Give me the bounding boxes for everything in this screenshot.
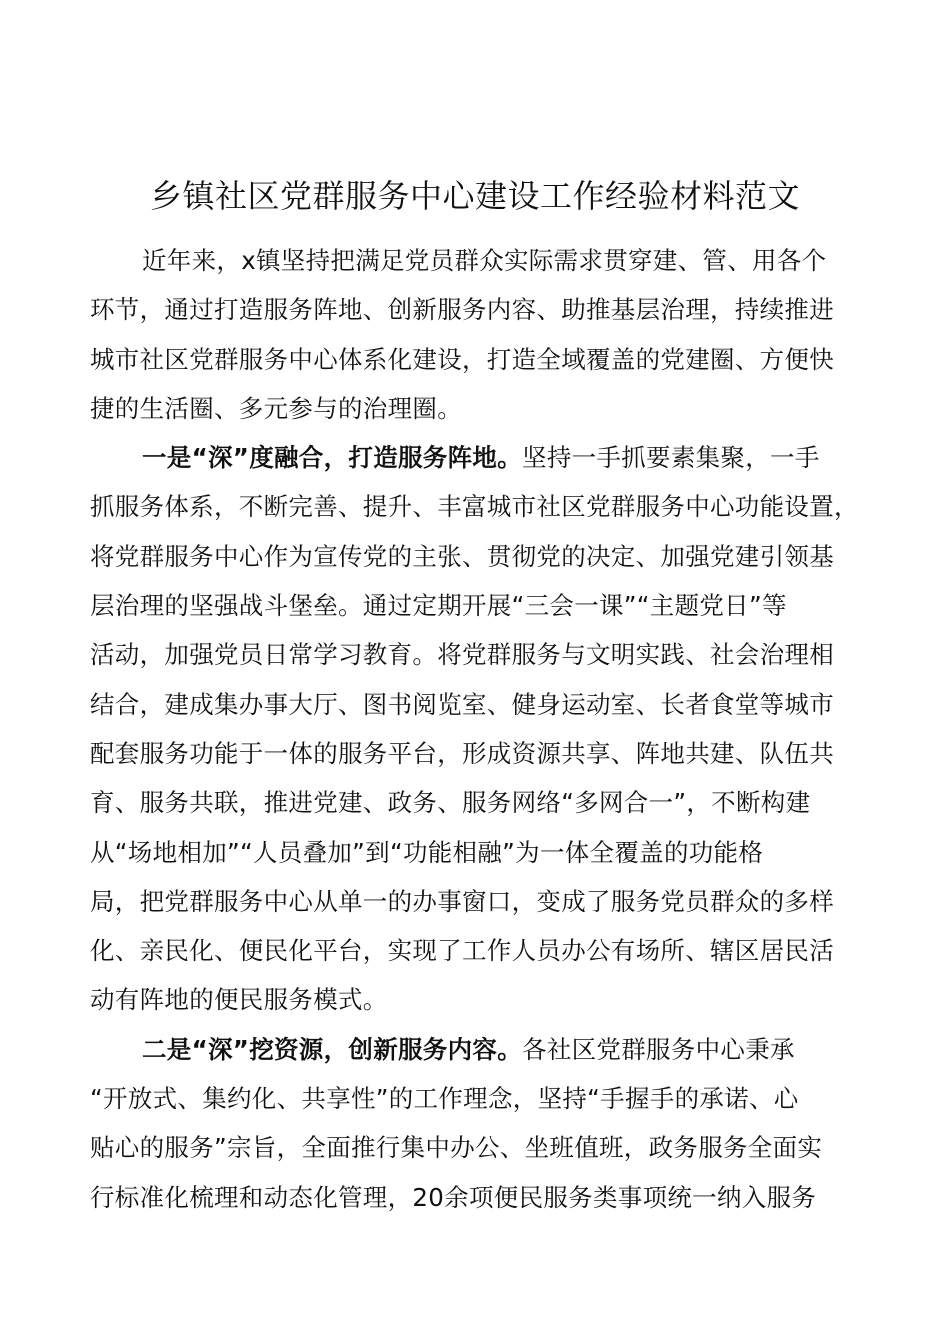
section-heading: 一是“深”度融合，打造服务阵地。 xyxy=(142,443,523,473)
text-line xyxy=(90,1025,865,1074)
text-line: 行标准化梳理和动态化管理，20余项便民服务类事项统一纳入服务 xyxy=(90,1182,817,1212)
paragraph-intro xyxy=(90,236,865,433)
text-line: 配套服务功能于一体的服务平台，形成资源共享、阵地共建、队伍共 xyxy=(90,738,834,768)
section-heading: 二是“深”挖资源，创新服务内容。 xyxy=(142,1034,523,1064)
document-body xyxy=(90,236,865,1222)
text-line: 结合，建成集办事大厅、图书阅览室、健身运动室、长者食堂等城市 xyxy=(90,689,834,719)
text-line: 育、服务共联，推进党建、政务、服务网络“多网合一”，不断构建 xyxy=(90,788,811,818)
text-line: 捷的生活圈、多元参与的治理圈。 xyxy=(90,393,462,423)
paragraph-section-two xyxy=(90,1025,865,1222)
text-line: 贴心的服务”宗旨，全面推行集中办公、坐班值班，政务服务全面实 xyxy=(90,1133,823,1163)
text-run: 各社区党群服务中心秉承 xyxy=(522,1034,795,1064)
text-line: 城市社区党群服务中心体系化建设，打造全域覆盖的党建圈、方便快 xyxy=(90,344,834,374)
text-line: 抓服务体系，不断完善、提升、丰富城市社区党群服务中心功能设置， xyxy=(90,492,859,522)
text-run: 坚持一手抓要素集聚，一手 xyxy=(522,443,820,473)
text-line: 近年来，x镇坚持把满足党员群众实际需求贯穿建、管、用各个 xyxy=(142,246,827,275)
text-line: 活动，加强党员日常学习教育。将党群服务与文明实践、社会治理相 xyxy=(90,640,834,670)
text-line: 动有阵地的便民服务模式。 xyxy=(90,985,388,1015)
text-line: 将党群服务中心作为宣传党的主张、贯彻党的决定、加强党建引领基 xyxy=(90,541,834,571)
text-line: 从“场地相加”“人员叠加”到“功能相融”为一体全覆盖的功能格 xyxy=(90,837,764,867)
text-line xyxy=(90,433,865,482)
text-line: 层治理的坚强战斗堡垒。通过定期开展“三会一课”“主题党日”等 xyxy=(90,591,787,621)
text-line: 环节，通过打造服务阵地、创新服务内容、助推基层治理，持续推进 xyxy=(90,295,834,325)
text-line: “开放式、集约化、共享性”的工作理念，坚持“手握手的承诺、心 xyxy=(90,1084,799,1114)
text-line: 化、亲民化、便民化平台，实现了工作人员办公有场所、辖区居民活 xyxy=(90,936,834,966)
document-title: 乡镇社区党群服务中心建设工作经验材料范文 xyxy=(149,177,800,215)
text-line: 局，把党群服务中心从单一的办事窗口，变成了服务党员群众的多样 xyxy=(90,886,834,916)
paragraph-section-one xyxy=(90,433,865,1025)
